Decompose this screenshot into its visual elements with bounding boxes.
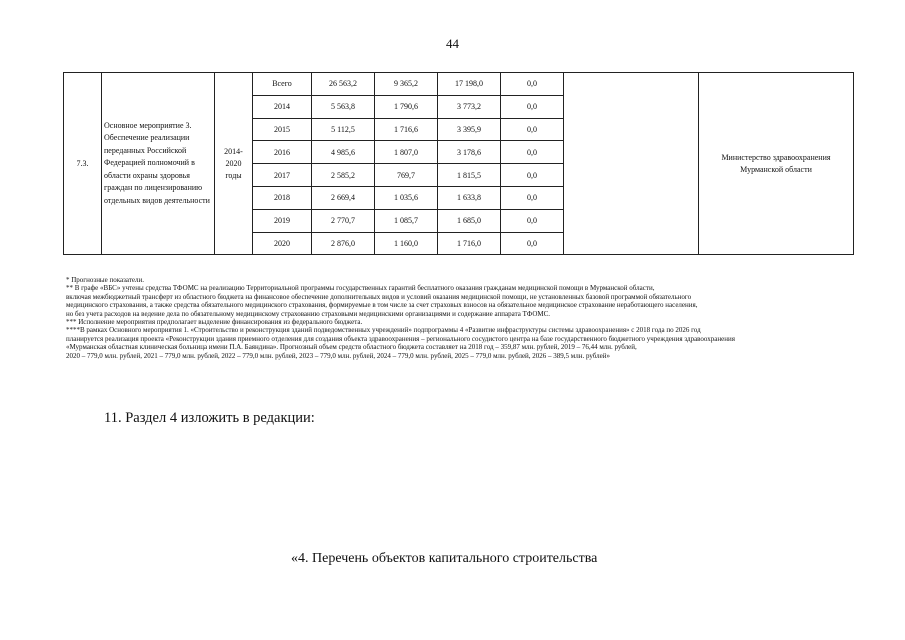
footnote-line: * Прогнозные показатели. [66,276,144,284]
year-cell: 2017 [253,164,312,187]
footnote-line: «Мурманская областная клиническая больница имени П.А. Баяндина». Прогнозный объем средств областного бюджета составляет на 2018 год – 359,87 млн. рублей, 2019 – 76,44 млн. рублей, [66,343,637,352]
value-cell-total: 5 112,5 [312,118,375,141]
year-cell: 2020 [253,232,312,255]
value-cell-v4: 0,0 [501,164,564,187]
year-cell: 2015 [253,118,312,141]
value-cell-v2: 1 807,0 [375,141,438,164]
value-cell-v4: 0,0 [501,118,564,141]
value-cell-total: 2 669,4 [312,186,375,209]
value-cell-total: 2 585,2 [312,164,375,187]
value-cell-v4: 0,0 [501,141,564,164]
value-cell-v3: 1 685,0 [438,209,501,232]
value-cell-total: 2 876,0 [312,232,375,255]
section-instruction: 11. Раздел 4 изложить в редакции: [104,410,315,426]
year-cell: 2016 [253,141,312,164]
value-cell-total: 26 563,2 [312,73,375,96]
value-cell-v4: 0,0 [501,73,564,96]
page-number: 44 [446,36,459,51]
measure-name: Основное мероприятие 3. Обеспечение реализации переданных Российской Федерацией полномочий в области охраны здоровья граждан по лицензированию отдельных видов деятельности [102,73,215,255]
period: 2014-2020 годы [215,73,253,255]
table-row [64,73,854,96]
footnote-line: но без учета расходов на ведение дела по обязательному медицинскому страхованию страховыми медицинскими организациями и содержание аппарата ТФОМС. [66,309,551,318]
budget-table [63,72,854,255]
value-cell-v4: 0,0 [501,95,564,118]
footnote-line: включая межбюджетный трансферт из областного бюджета на финансовое обеспечение дополнительных видов и условий оказания медицинской помощи, не установленных базовой программой обязательного [66,292,692,301]
footnote-line: 2020 – 779,0 млн. рублей, 2021 – 779,0 млн. рублей, 2022 – 779,0 млн. рублей, 2023 – 779,0 млн. рублей, 2024 – 779,0 млн. рублей, 2025 – 779,0 млн. рублей, 2026 – 389,5 млн. рублей» [66,351,611,360]
year-cell: 2019 [253,209,312,232]
value-cell-v2: 1 716,6 [375,118,438,141]
footnote-line: ** В графе «ВБС» учтены средства ТФОМС на реализацию Территориальной программы государственных гарантий бесплатного оказания гражданам медицинской помощи в Мурманской области, [66,284,655,293]
value-cell-v4: 0,0 [501,209,564,232]
footnote-line: планируется реализация проекта «Реконструкции здания приемного отделения для создания объекта здравоохранения – регионального сосудистого центра на базе государственного бюджетного учреждения здравоохранения [66,334,735,343]
value-cell-v3: 3 395,9 [438,118,501,141]
footnotes [66,276,901,360]
footnote-line: медицинского страхования, а также средства обязательного медицинского страхования, формируемые в том числе за счет страховых взносов на обязательное медицинское страхование неработающего населения, [66,301,698,310]
value-cell-v2: 1 790,6 [375,95,438,118]
value-cell-v3: 17 198,0 [438,73,501,96]
year-cell: Всего [253,73,312,96]
value-cell-v3: 3 773,2 [438,95,501,118]
year-cell: 2014 [253,95,312,118]
value-cell-v2: 1 160,0 [375,232,438,255]
value-cell-v3: 1 716,0 [438,232,501,255]
value-cell-v2: 9 365,2 [375,73,438,96]
empty-cell [564,73,699,255]
value-cell-v3: 1 815,5 [438,164,501,187]
value-cell-v4: 0,0 [501,232,564,255]
value-cell-total: 5 563,8 [312,95,375,118]
section-heading: «4. Перечень объектов капитального строительства [291,551,598,566]
value-cell-v3: 1 633,8 [438,186,501,209]
value-cell-total: 2 770,7 [312,209,375,232]
value-cell-total: 4 985,6 [312,141,375,164]
value-cell-v4: 0,0 [501,186,564,209]
executor: Министерство здравоохранения Мурманской области [699,73,854,255]
row-number: 7.3. [64,73,102,255]
footnote-line: *** Исполнение мероприятия предполагает выделение финансирования из федерального бюджета. [66,318,363,327]
footnote-line: ****В рамках Основного мероприятия 1. «Строительство и реконструкция зданий подведомственных учреждений» подпрограммы 4 «Развитие инфраструктуры системы здравоохранения» с 2018 года по 2026 год [66,326,701,335]
value-cell-v2: 769,7 [375,164,438,187]
year-cell: 2018 [253,186,312,209]
value-cell-v2: 1 085,7 [375,209,438,232]
value-cell-v3: 3 178,6 [438,141,501,164]
value-cell-v2: 1 035,6 [375,186,438,209]
